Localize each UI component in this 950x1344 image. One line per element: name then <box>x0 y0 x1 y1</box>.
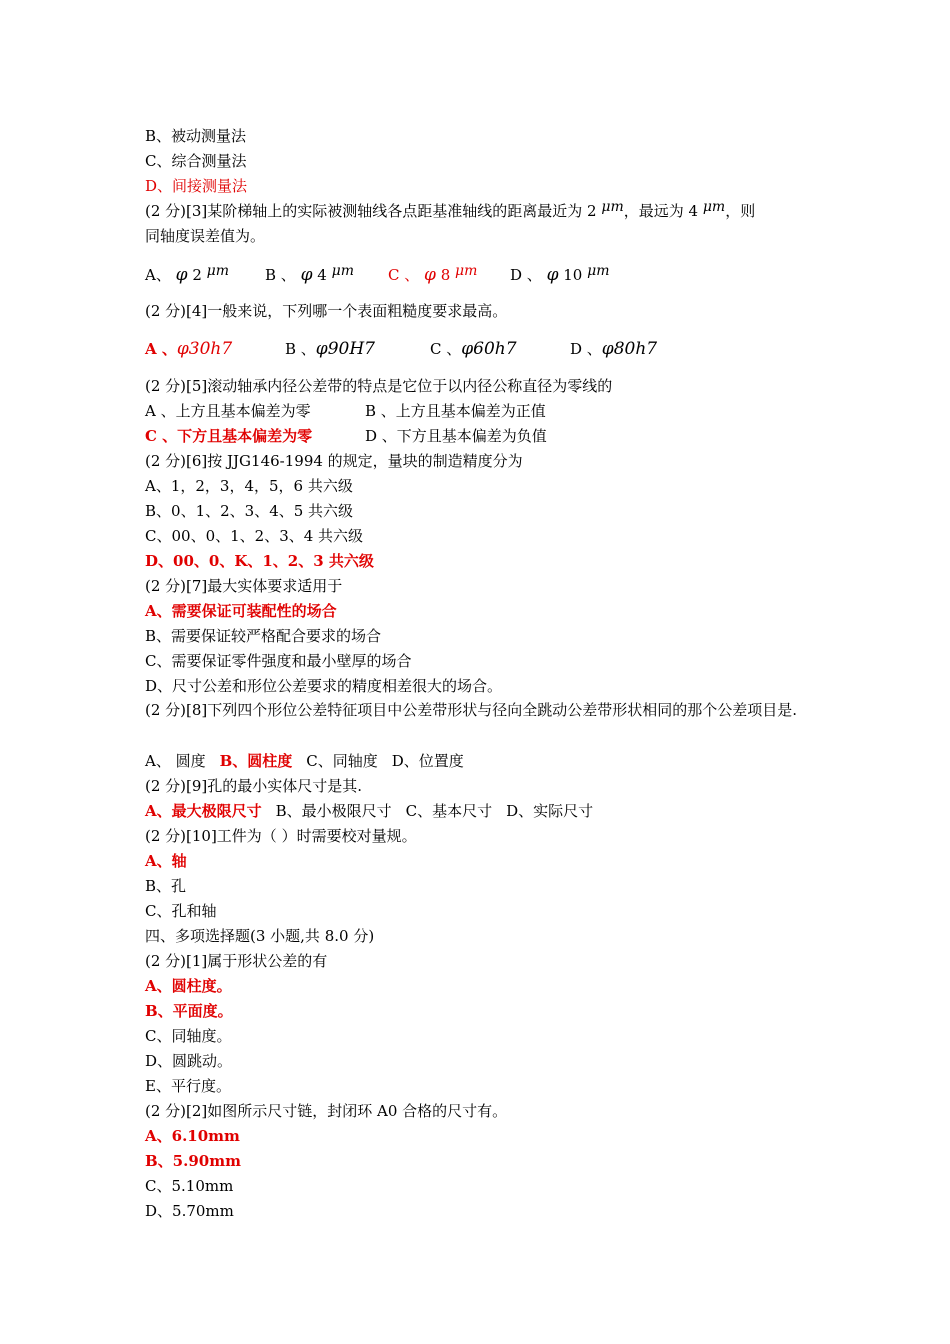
question-6: (2 分)[6]按 JJG146-1994 的规定，量块的制造精度分为 <box>145 452 523 470</box>
q8-options <box>145 751 464 771</box>
q6-option-b: B、0、1、2、3、4、5 共六级 <box>145 502 354 520</box>
q7-option-d: D、尺寸公差和形位公差要求的精度相差很大的场合。 <box>145 677 503 695</box>
question-7: (2 分)[7]最大实体要求适用于 <box>145 577 343 595</box>
m1-answer-a: A、圆柱度。 <box>145 977 232 995</box>
q7-answer-a: A、需要保证可装配性的场合 <box>145 602 337 620</box>
m2-option-d: D、5.70mm <box>145 1202 234 1220</box>
m1-answer-b: B、平面度。 <box>145 1002 233 1020</box>
q7-option-c: C、需要保证零件强度和最小壁厚的场合 <box>145 652 412 670</box>
q3-text-c: ，则 <box>725 202 756 220</box>
q8-option-a: A、 圆度 <box>145 752 206 770</box>
q8-option-c: C、同轴度 <box>306 752 378 770</box>
q4-option-b: B 、φ90H7 <box>285 339 375 359</box>
q5-option-d: D 、下方且基本偏差为负值 <box>365 427 547 445</box>
q3-option-d: D 、 φ 10 μm <box>510 263 610 285</box>
q3-text-b: ，最远为 4 <box>623 202 699 220</box>
m2-answer-a: A、6.10mm <box>145 1127 240 1145</box>
q9-option-d: D、实际尺寸 <box>506 802 594 820</box>
q10-option-c: C、孔和轴 <box>145 902 217 920</box>
m2-option-c: C、5.10mm <box>145 1177 234 1195</box>
q3-answer-c: C 、 φ 8 μm <box>388 263 478 285</box>
option-b-passive: B、被动测量法 <box>145 127 247 145</box>
m1-option-e: E、平行度。 <box>145 1077 231 1095</box>
q6-option-c: C、00、0、1、2、3、4 共六级 <box>145 527 364 545</box>
q9-option-b: B、最小极限尺寸 <box>275 802 392 820</box>
q9-answer-a: A、最大极限尺寸 <box>145 802 262 820</box>
section-4-heading: 四、多项选择题(3 小题,共 8.0 分) <box>145 927 375 945</box>
m1-option-d: D、圆跳动。 <box>145 1052 233 1070</box>
m1-option-c: C、同轴度。 <box>145 1027 232 1045</box>
q3-option-a: A、 φ 2 μm <box>145 263 230 285</box>
question-10: (2 分)[10]工件为（ ）时需要校对量规。 <box>145 827 417 845</box>
q8-option-d: D、位置度 <box>391 752 464 770</box>
option-c-comprehensive: C、综合测量法 <box>145 152 247 170</box>
q6-answer-d: D、00、0、K、1、2、3 共六级 <box>145 552 374 570</box>
answer-d-indirect: D、间接测量法 <box>145 177 248 195</box>
question-3-line1 <box>145 201 755 222</box>
q4-option-d: D 、φ80h7 <box>570 339 658 359</box>
multi-question-2: (2 分)[2]如图所示尺寸链，封闭环 A0 合格的尺寸有。 <box>145 1102 508 1120</box>
q7-option-b: B、需要保证较严格配合要求的场合 <box>145 627 382 645</box>
q10-option-b: B、孔 <box>145 877 187 895</box>
question-8: (2 分)[8]下列四个形位公差特征项目中公差带形状与径向全跳动公差带形状相同的那个公差项目是. <box>145 701 798 719</box>
question-9: (2 分)[9]孔的最小实体尺寸是其. <box>145 777 363 795</box>
q9-option-c: C、基本尺寸 <box>405 802 493 820</box>
q5-answer-c: C 、下方且基本偏差为零 <box>145 427 313 445</box>
question-4: (2 分)[4]一般来说，下列哪一个表面粗糙度要求最高。 <box>145 302 508 320</box>
q5-option-a: A 、上方且基本偏差为零 <box>145 402 311 420</box>
question-3-line2: 同轴度误差值为。 <box>145 227 266 245</box>
m2-answer-b: B、5.90mm <box>145 1152 241 1170</box>
q3-option-b: B 、 φ 4 μm <box>265 263 354 285</box>
unit-um: μm <box>702 199 726 215</box>
q3-text-a: (2 分)[3]某阶梯轴上的实际被测轴线各点距基准轴线的距离最近为 2 <box>145 202 597 220</box>
q5-option-b: B 、上方且基本偏差为正值 <box>365 402 546 420</box>
q6-option-a: A、1，2，3，4，5，6 共六级 <box>145 477 353 495</box>
q4-answer-a: A 、φ30h7 <box>145 339 233 359</box>
q8-answer-b: B、圆柱度 <box>219 752 293 770</box>
multi-question-1: (2 分)[1]属于形状公差的有 <box>145 952 328 970</box>
q9-options <box>145 801 593 821</box>
q4-option-c: C 、φ60h7 <box>430 339 517 359</box>
question-5: (2 分)[5]滚动轴承内径公差带的特点是它位于以内径公称直径为零线的 <box>145 377 613 395</box>
unit-um: μm <box>601 199 624 215</box>
q10-answer-a: A、轴 <box>145 852 187 870</box>
